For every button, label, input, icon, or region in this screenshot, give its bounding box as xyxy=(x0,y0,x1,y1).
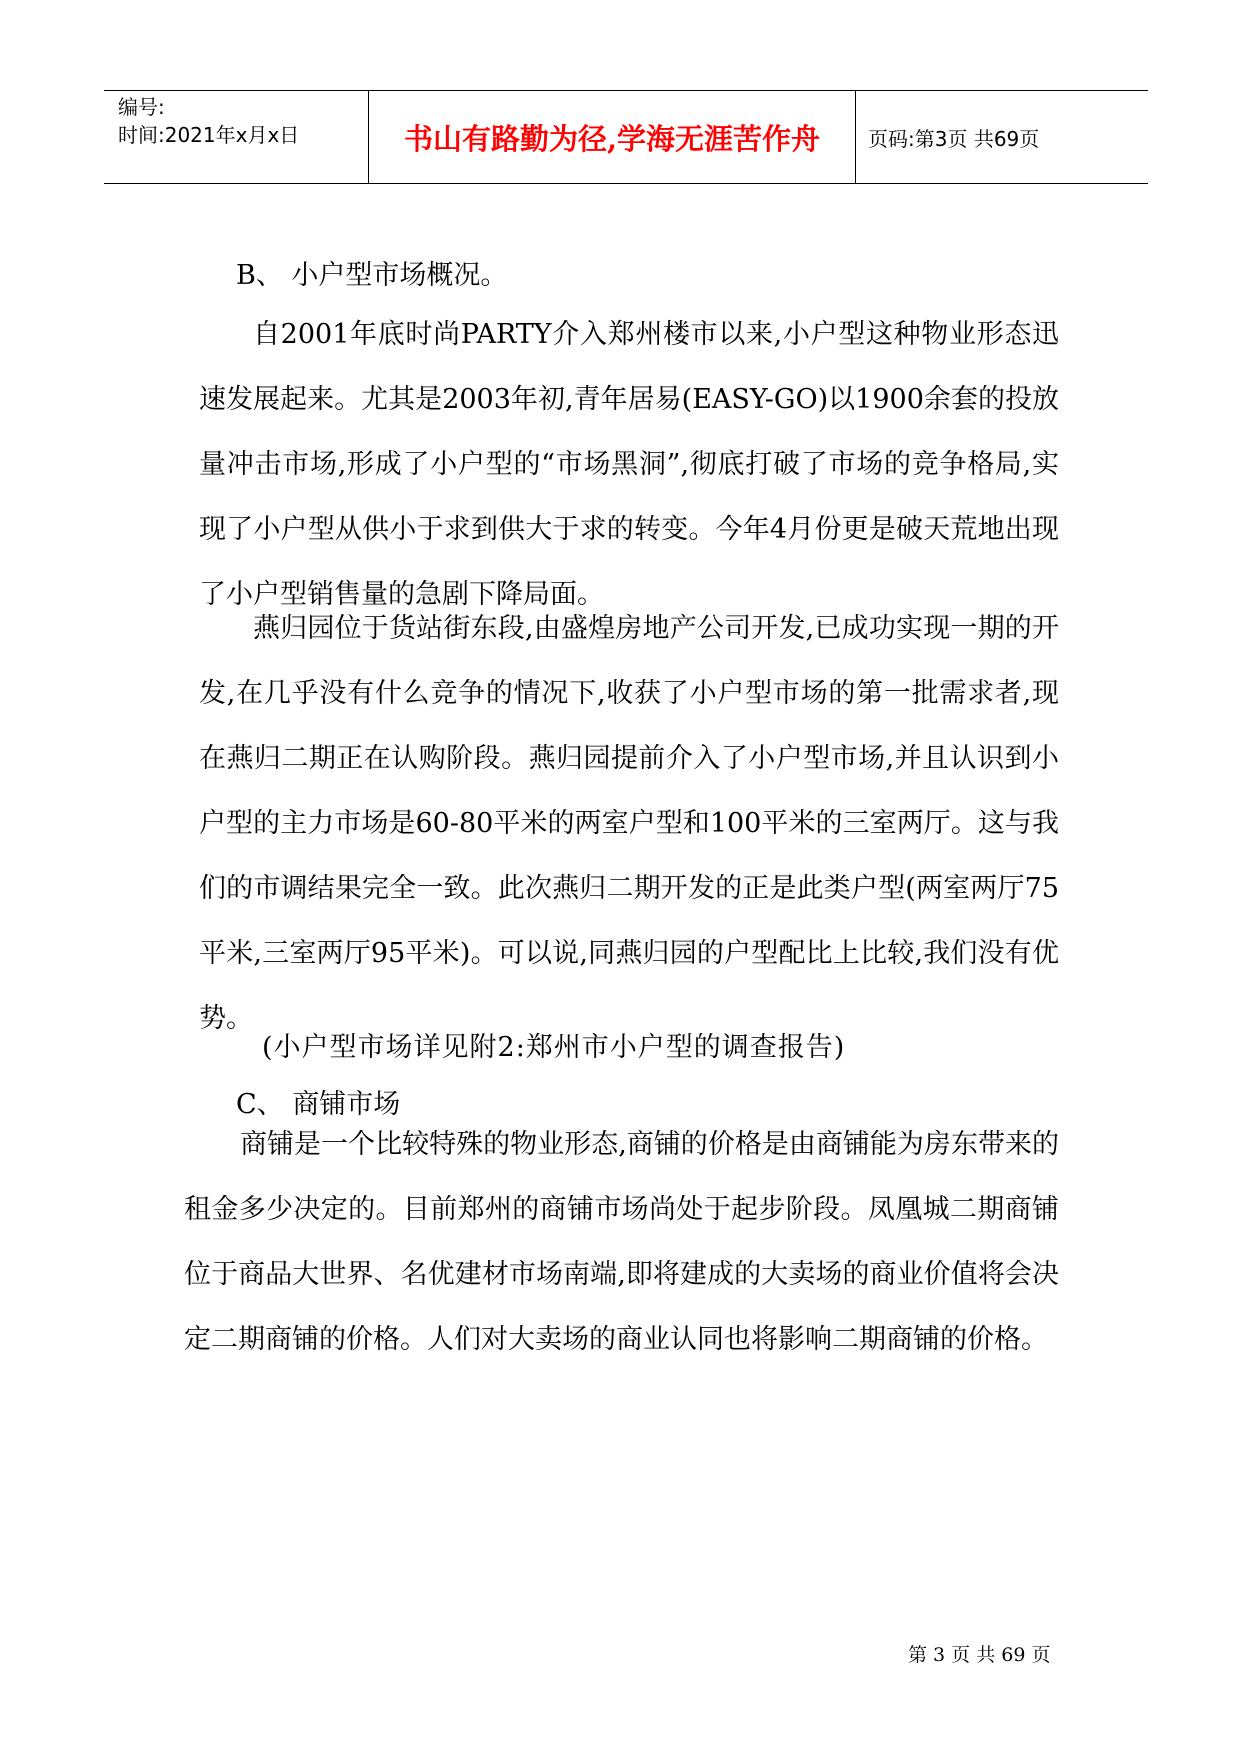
paragraph-3: 商铺是一个比较特殊的物业形态,商铺的价格是由商铺能为房东带来的租金多少决定的。目前郑州的商铺市场尚处于起步阶段。凤凰城二期商铺位于商品大世界、名优建材市场南端,即将建成的大卖场的商业价值将会决定二期商铺的价格。人们对大卖场的商业认同也将影响二期商铺的价格。 xyxy=(184,1129,1059,1355)
number-label: 编号: xyxy=(118,95,165,119)
note-line: (小户型市场详见附2:郑州市小户型的调查报告) xyxy=(262,1032,846,1063)
header-motto xyxy=(369,91,856,183)
time-label: 时间:2021年x月x日 xyxy=(118,123,300,147)
section-b-heading: B、 小户型市场概况。 xyxy=(236,260,508,291)
motto-text: 书山有路勤为径,学海无涯苦作舟 xyxy=(403,121,821,156)
paragraph-1: 自2001年底时尚PARTY介入郑州楼市以来,小户型这种物业形态迅速发展起来。尤其是2003年初,青年居易(EASY-GO)以1900余套的投放量冲击市场,形成了小户型的“市场黑洞”,彻底打破了市场的竞争格局,实现了小户型从供小于求到供大于求的转变。今年4月份更是破天荒地出现了小户型销售量的急剧下降局面。 xyxy=(199,319,1059,610)
header-page-info xyxy=(856,91,1148,183)
page-label: 页码:第3页 共69页 xyxy=(868,126,1040,151)
page-footer: 第 3 页 共 69 页 xyxy=(908,1644,1051,1666)
paragraph-2: 燕归园位于货站街东段,由盛煌房地产公司开发,已成功实现一期的开发,在几乎没有什么竞争的情况下,收获了小户型市场的第一批需求者,现在燕归二期正在认购阶段。燕归园提前介入了小户型市场,并且认识到小户型的主力市场是60-80平米的两室户型和100平米的三室两厅。这与我们的市调结果完全一致。此次燕归二期开发的正是此类户型(两室两厅75平米,三室两厅95平米)。可以说,同燕归园的户型配比上比较,我们没有优势。 xyxy=(199,613,1059,1034)
page-header xyxy=(104,90,1148,184)
section-c-heading: C、 商铺市场 xyxy=(236,1089,401,1120)
header-meta xyxy=(104,91,369,183)
